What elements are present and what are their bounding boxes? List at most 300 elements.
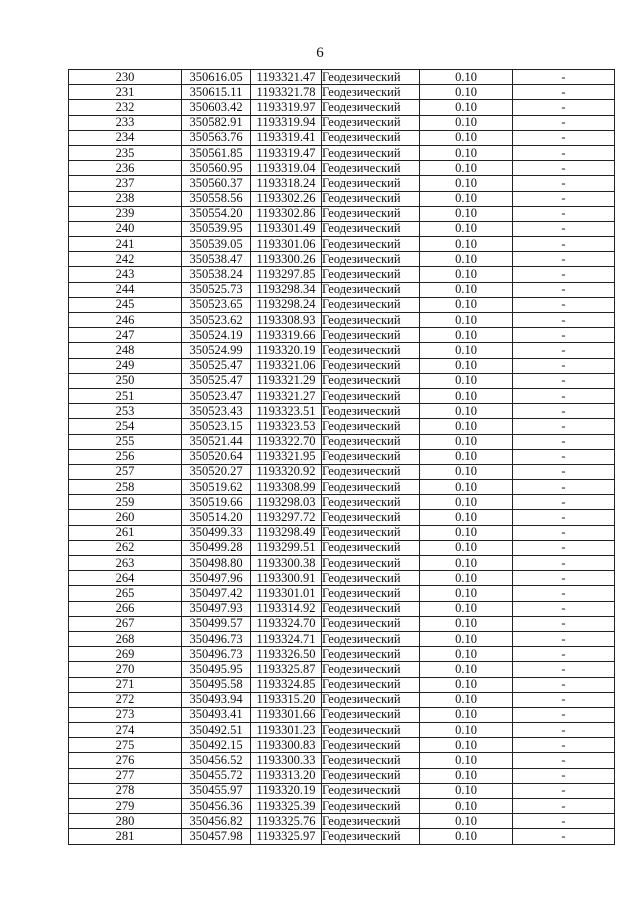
method-cell: Геодезический	[322, 206, 420, 221]
x-coordinate-cell: 350456.52	[182, 753, 251, 768]
y-coordinate-cell: 1193319.66	[251, 328, 322, 343]
point-number-cell: 241	[69, 237, 182, 252]
note-cell: -	[513, 495, 615, 510]
x-coordinate-cell: 350615.11	[182, 85, 251, 100]
accuracy-cell: 0.10	[420, 510, 513, 525]
accuracy-cell: 0.10	[420, 495, 513, 510]
y-coordinate-cell: 1193301.66	[251, 707, 322, 722]
point-number-cell: 273	[69, 707, 182, 722]
point-number-cell: 265	[69, 586, 182, 601]
x-coordinate-cell: 350538.47	[182, 252, 251, 267]
table-row	[69, 145, 615, 160]
method-cell: Геодезический	[322, 647, 420, 662]
method-cell: Геодезический	[322, 434, 420, 449]
point-number-cell: 266	[69, 601, 182, 616]
point-number-cell: 242	[69, 252, 182, 267]
accuracy-cell: 0.10	[420, 464, 513, 479]
table-row	[69, 707, 615, 722]
accuracy-cell: 0.10	[420, 100, 513, 115]
note-cell: -	[513, 328, 615, 343]
table-row	[69, 525, 615, 540]
point-number-cell: 278	[69, 783, 182, 798]
method-cell: Геодезический	[322, 388, 420, 403]
note-cell: -	[513, 176, 615, 191]
note-cell: -	[513, 464, 615, 479]
note-cell: -	[513, 267, 615, 282]
x-coordinate-cell: 350514.20	[182, 510, 251, 525]
x-coordinate-cell: 350582.91	[182, 115, 251, 130]
x-coordinate-cell: 350493.94	[182, 692, 251, 707]
table-row	[69, 313, 615, 328]
accuracy-cell: 0.10	[420, 692, 513, 707]
method-cell: Геодезический	[322, 829, 420, 844]
y-coordinate-cell: 1193308.99	[251, 480, 322, 495]
table-row	[69, 297, 615, 312]
x-coordinate-cell: 350497.42	[182, 586, 251, 601]
method-cell: Геодезический	[322, 616, 420, 631]
method-cell: Геодезический	[322, 556, 420, 571]
point-number-cell: 276	[69, 753, 182, 768]
table-row	[69, 647, 615, 662]
x-coordinate-cell: 350523.47	[182, 388, 251, 403]
point-number-cell: 277	[69, 768, 182, 783]
coordinates-table-body	[69, 70, 615, 845]
point-number-cell: 274	[69, 723, 182, 738]
table-row	[69, 464, 615, 479]
point-number-cell: 279	[69, 799, 182, 814]
table-row	[69, 70, 615, 85]
note-cell: -	[513, 237, 615, 252]
method-cell: Геодезический	[322, 130, 420, 145]
y-coordinate-cell: 1193302.86	[251, 206, 322, 221]
method-cell: Геодезический	[322, 480, 420, 495]
note-cell: -	[513, 206, 615, 221]
method-cell: Геодезический	[322, 707, 420, 722]
note-cell: -	[513, 692, 615, 707]
accuracy-cell: 0.10	[420, 434, 513, 449]
table-row	[69, 738, 615, 753]
method-cell: Геодезический	[322, 115, 420, 130]
accuracy-cell: 0.10	[420, 388, 513, 403]
x-coordinate-cell: 350539.05	[182, 237, 251, 252]
point-number-cell: 230	[69, 70, 182, 85]
note-cell: -	[513, 571, 615, 586]
accuracy-cell: 0.10	[420, 115, 513, 130]
y-coordinate-cell: 1193325.76	[251, 814, 322, 829]
table-row	[69, 358, 615, 373]
accuracy-cell: 0.10	[420, 799, 513, 814]
y-coordinate-cell: 1193298.24	[251, 297, 322, 312]
note-cell: -	[513, 191, 615, 206]
x-coordinate-cell: 350495.95	[182, 662, 251, 677]
y-coordinate-cell: 1193321.47	[251, 70, 322, 85]
y-coordinate-cell: 1193298.34	[251, 282, 322, 297]
point-number-cell: 251	[69, 388, 182, 403]
point-number-cell: 233	[69, 115, 182, 130]
table-row	[69, 616, 615, 631]
point-number-cell: 267	[69, 616, 182, 631]
x-coordinate-cell: 350560.95	[182, 161, 251, 176]
method-cell: Геодезический	[322, 419, 420, 434]
y-coordinate-cell: 1193298.49	[251, 525, 322, 540]
x-coordinate-cell: 350538.24	[182, 267, 251, 282]
y-coordinate-cell: 1193321.29	[251, 373, 322, 388]
method-cell: Геодезический	[322, 814, 420, 829]
x-coordinate-cell: 350561.85	[182, 145, 251, 160]
y-coordinate-cell: 1193325.97	[251, 829, 322, 844]
accuracy-cell: 0.10	[420, 753, 513, 768]
x-coordinate-cell: 350519.66	[182, 495, 251, 510]
table-row	[69, 783, 615, 798]
accuracy-cell: 0.10	[420, 647, 513, 662]
accuracy-cell: 0.10	[420, 70, 513, 85]
method-cell: Геодезический	[322, 449, 420, 464]
y-coordinate-cell: 1193320.19	[251, 783, 322, 798]
note-cell: -	[513, 829, 615, 844]
accuracy-cell: 0.10	[420, 297, 513, 312]
accuracy-cell: 0.10	[420, 221, 513, 236]
note-cell: -	[513, 707, 615, 722]
point-number-cell: 243	[69, 267, 182, 282]
table-row	[69, 252, 615, 267]
method-cell: Геодезический	[322, 70, 420, 85]
y-coordinate-cell: 1193315.20	[251, 692, 322, 707]
table-row	[69, 115, 615, 130]
accuracy-cell: 0.10	[420, 237, 513, 252]
note-cell: -	[513, 647, 615, 662]
note-cell: -	[513, 677, 615, 692]
point-number-cell: 231	[69, 85, 182, 100]
table-row	[69, 130, 615, 145]
point-number-cell: 239	[69, 206, 182, 221]
point-number-cell: 257	[69, 464, 182, 479]
table-row	[69, 510, 615, 525]
y-coordinate-cell: 1193301.23	[251, 723, 322, 738]
accuracy-cell: 0.10	[420, 707, 513, 722]
point-number-cell: 244	[69, 282, 182, 297]
y-coordinate-cell: 1193319.41	[251, 130, 322, 145]
x-coordinate-cell: 350456.82	[182, 814, 251, 829]
x-coordinate-cell: 350525.47	[182, 373, 251, 388]
y-coordinate-cell: 1193298.03	[251, 495, 322, 510]
y-coordinate-cell: 1193314.92	[251, 601, 322, 616]
table-row	[69, 282, 615, 297]
accuracy-cell: 0.10	[420, 616, 513, 631]
method-cell: Геодезический	[322, 404, 420, 419]
point-number-cell: 262	[69, 540, 182, 555]
method-cell: Геодезический	[322, 738, 420, 753]
note-cell: -	[513, 662, 615, 677]
y-coordinate-cell: 1193319.47	[251, 145, 322, 160]
y-coordinate-cell: 1193320.92	[251, 464, 322, 479]
point-number-cell: 247	[69, 328, 182, 343]
table-row	[69, 677, 615, 692]
method-cell: Геодезический	[322, 510, 420, 525]
table-row	[69, 586, 615, 601]
method-cell: Геодезический	[322, 799, 420, 814]
method-cell: Геодезический	[322, 176, 420, 191]
x-coordinate-cell: 350525.73	[182, 282, 251, 297]
table-row	[69, 540, 615, 555]
x-coordinate-cell: 350524.99	[182, 343, 251, 358]
table-row	[69, 404, 615, 419]
x-coordinate-cell: 350520.64	[182, 449, 251, 464]
coordinates-table	[68, 69, 615, 845]
method-cell: Геодезический	[322, 237, 420, 252]
method-cell: Геодезический	[322, 252, 420, 267]
point-number-cell: 240	[69, 221, 182, 236]
point-number-cell: 248	[69, 343, 182, 358]
note-cell: -	[513, 297, 615, 312]
method-cell: Геодезический	[322, 313, 420, 328]
y-coordinate-cell: 1193302.26	[251, 191, 322, 206]
point-number-cell: 234	[69, 130, 182, 145]
note-cell: -	[513, 586, 615, 601]
y-coordinate-cell: 1193324.85	[251, 677, 322, 692]
accuracy-cell: 0.10	[420, 328, 513, 343]
y-coordinate-cell: 1193322.70	[251, 434, 322, 449]
accuracy-cell: 0.10	[420, 738, 513, 753]
table-row	[69, 267, 615, 282]
method-cell: Геодезический	[322, 221, 420, 236]
y-coordinate-cell: 1193297.85	[251, 267, 322, 282]
note-cell: -	[513, 540, 615, 555]
y-coordinate-cell: 1193301.49	[251, 221, 322, 236]
method-cell: Геодезический	[322, 662, 420, 677]
note-cell: -	[513, 100, 615, 115]
point-number-cell: 268	[69, 631, 182, 646]
method-cell: Геодезический	[322, 358, 420, 373]
point-number-cell: 237	[69, 176, 182, 191]
accuracy-cell: 0.10	[420, 85, 513, 100]
point-number-cell: 245	[69, 297, 182, 312]
table-row	[69, 768, 615, 783]
point-number-cell: 275	[69, 738, 182, 753]
y-coordinate-cell: 1193323.51	[251, 404, 322, 419]
x-coordinate-cell: 350497.93	[182, 601, 251, 616]
point-number-cell: 261	[69, 525, 182, 540]
x-coordinate-cell: 350499.28	[182, 540, 251, 555]
note-cell: -	[513, 768, 615, 783]
accuracy-cell: 0.10	[420, 540, 513, 555]
x-coordinate-cell: 350496.73	[182, 631, 251, 646]
accuracy-cell: 0.10	[420, 358, 513, 373]
table-row	[69, 388, 615, 403]
accuracy-cell: 0.10	[420, 525, 513, 540]
accuracy-cell: 0.10	[420, 282, 513, 297]
y-coordinate-cell: 1193301.06	[251, 237, 322, 252]
x-coordinate-cell: 350523.43	[182, 404, 251, 419]
point-number-cell: 255	[69, 434, 182, 449]
y-coordinate-cell: 1193313.20	[251, 768, 322, 783]
method-cell: Геодезический	[322, 145, 420, 160]
table-row	[69, 814, 615, 829]
table-row	[69, 176, 615, 191]
method-cell: Геодезический	[322, 267, 420, 282]
x-coordinate-cell: 350523.15	[182, 419, 251, 434]
note-cell: -	[513, 723, 615, 738]
point-number-cell: 263	[69, 556, 182, 571]
note-cell: -	[513, 70, 615, 85]
x-coordinate-cell: 350492.51	[182, 723, 251, 738]
table-row	[69, 723, 615, 738]
x-coordinate-cell: 350525.47	[182, 358, 251, 373]
x-coordinate-cell: 350523.62	[182, 313, 251, 328]
method-cell: Геодезический	[322, 753, 420, 768]
y-coordinate-cell: 1193300.91	[251, 571, 322, 586]
note-cell: -	[513, 130, 615, 145]
method-cell: Геодезический	[322, 540, 420, 555]
note-cell: -	[513, 783, 615, 798]
method-cell: Геодезический	[322, 464, 420, 479]
point-number-cell: 280	[69, 814, 182, 829]
point-number-cell: 246	[69, 313, 182, 328]
method-cell: Геодезический	[322, 191, 420, 206]
note-cell: -	[513, 252, 615, 267]
y-coordinate-cell: 1193300.26	[251, 252, 322, 267]
y-coordinate-cell: 1193325.87	[251, 662, 322, 677]
table-row	[69, 343, 615, 358]
x-coordinate-cell: 350554.20	[182, 206, 251, 221]
x-coordinate-cell: 350499.57	[182, 616, 251, 631]
y-coordinate-cell: 1193301.01	[251, 586, 322, 601]
x-coordinate-cell: 350563.76	[182, 130, 251, 145]
table-row	[69, 662, 615, 677]
accuracy-cell: 0.10	[420, 631, 513, 646]
accuracy-cell: 0.10	[420, 677, 513, 692]
point-number-cell: 264	[69, 571, 182, 586]
note-cell: -	[513, 282, 615, 297]
point-number-cell: 272	[69, 692, 182, 707]
y-coordinate-cell: 1193323.53	[251, 419, 322, 434]
accuracy-cell: 0.10	[420, 449, 513, 464]
note-cell: -	[513, 814, 615, 829]
x-coordinate-cell: 350498.80	[182, 556, 251, 571]
x-coordinate-cell: 350456.36	[182, 799, 251, 814]
y-coordinate-cell: 1193299.51	[251, 540, 322, 555]
table-row	[69, 480, 615, 495]
accuracy-cell: 0.10	[420, 556, 513, 571]
note-cell: -	[513, 145, 615, 160]
table-row	[69, 221, 615, 236]
method-cell: Геодезический	[322, 373, 420, 388]
accuracy-cell: 0.10	[420, 480, 513, 495]
note-cell: -	[513, 313, 615, 328]
accuracy-cell: 0.10	[420, 161, 513, 176]
note-cell: -	[513, 601, 615, 616]
note-cell: -	[513, 404, 615, 419]
note-cell: -	[513, 221, 615, 236]
note-cell: -	[513, 753, 615, 768]
method-cell: Геодезический	[322, 586, 420, 601]
y-coordinate-cell: 1193324.70	[251, 616, 322, 631]
x-coordinate-cell: 350457.98	[182, 829, 251, 844]
table-row	[69, 601, 615, 616]
point-number-cell: 259	[69, 495, 182, 510]
method-cell: Геодезический	[322, 495, 420, 510]
note-cell: -	[513, 631, 615, 646]
method-cell: Геодезический	[322, 525, 420, 540]
note-cell: -	[513, 115, 615, 130]
y-coordinate-cell: 1193308.93	[251, 313, 322, 328]
method-cell: Геодезический	[322, 328, 420, 343]
y-coordinate-cell: 1193321.95	[251, 449, 322, 464]
table-row	[69, 434, 615, 449]
point-number-cell: 232	[69, 100, 182, 115]
table-row	[69, 631, 615, 646]
method-cell: Геодезический	[322, 161, 420, 176]
note-cell: -	[513, 358, 615, 373]
note-cell: -	[513, 616, 615, 631]
method-cell: Геодезический	[322, 723, 420, 738]
accuracy-cell: 0.10	[420, 191, 513, 206]
point-number-cell: 270	[69, 662, 182, 677]
accuracy-cell: 0.10	[420, 313, 513, 328]
y-coordinate-cell: 1193324.71	[251, 631, 322, 646]
note-cell: -	[513, 738, 615, 753]
accuracy-cell: 0.10	[420, 419, 513, 434]
table-row	[69, 799, 615, 814]
table-row	[69, 419, 615, 434]
table-row	[69, 571, 615, 586]
x-coordinate-cell: 350497.96	[182, 571, 251, 586]
accuracy-cell: 0.10	[420, 814, 513, 829]
point-number-cell: 269	[69, 647, 182, 662]
note-cell: -	[513, 373, 615, 388]
method-cell: Геодезический	[322, 768, 420, 783]
table-row	[69, 237, 615, 252]
method-cell: Геодезический	[322, 677, 420, 692]
x-coordinate-cell: 350492.15	[182, 738, 251, 753]
note-cell: -	[513, 480, 615, 495]
method-cell: Геодезический	[322, 100, 420, 115]
y-coordinate-cell: 1193300.83	[251, 738, 322, 753]
note-cell: -	[513, 85, 615, 100]
table-row	[69, 449, 615, 464]
table-row	[69, 191, 615, 206]
accuracy-cell: 0.10	[420, 130, 513, 145]
method-cell: Геодезический	[322, 601, 420, 616]
accuracy-cell: 0.10	[420, 571, 513, 586]
table-row	[69, 161, 615, 176]
note-cell: -	[513, 449, 615, 464]
note-cell: -	[513, 343, 615, 358]
note-cell: -	[513, 510, 615, 525]
y-coordinate-cell: 1193319.94	[251, 115, 322, 130]
table-row	[69, 753, 615, 768]
accuracy-cell: 0.10	[420, 662, 513, 677]
accuracy-cell: 0.10	[420, 829, 513, 844]
x-coordinate-cell: 350523.65	[182, 297, 251, 312]
method-cell: Геодезический	[322, 692, 420, 707]
point-number-cell: 249	[69, 358, 182, 373]
accuracy-cell: 0.10	[420, 768, 513, 783]
accuracy-cell: 0.10	[420, 206, 513, 221]
point-number-cell: 238	[69, 191, 182, 206]
y-coordinate-cell: 1193300.38	[251, 556, 322, 571]
accuracy-cell: 0.10	[420, 404, 513, 419]
accuracy-cell: 0.10	[420, 176, 513, 191]
note-cell: -	[513, 161, 615, 176]
y-coordinate-cell: 1193297.72	[251, 510, 322, 525]
point-number-cell: 253	[69, 404, 182, 419]
accuracy-cell: 0.10	[420, 586, 513, 601]
x-coordinate-cell: 350539.95	[182, 221, 251, 236]
point-number-cell: 260	[69, 510, 182, 525]
y-coordinate-cell: 1193321.27	[251, 388, 322, 403]
x-coordinate-cell: 350524.19	[182, 328, 251, 343]
note-cell: -	[513, 419, 615, 434]
